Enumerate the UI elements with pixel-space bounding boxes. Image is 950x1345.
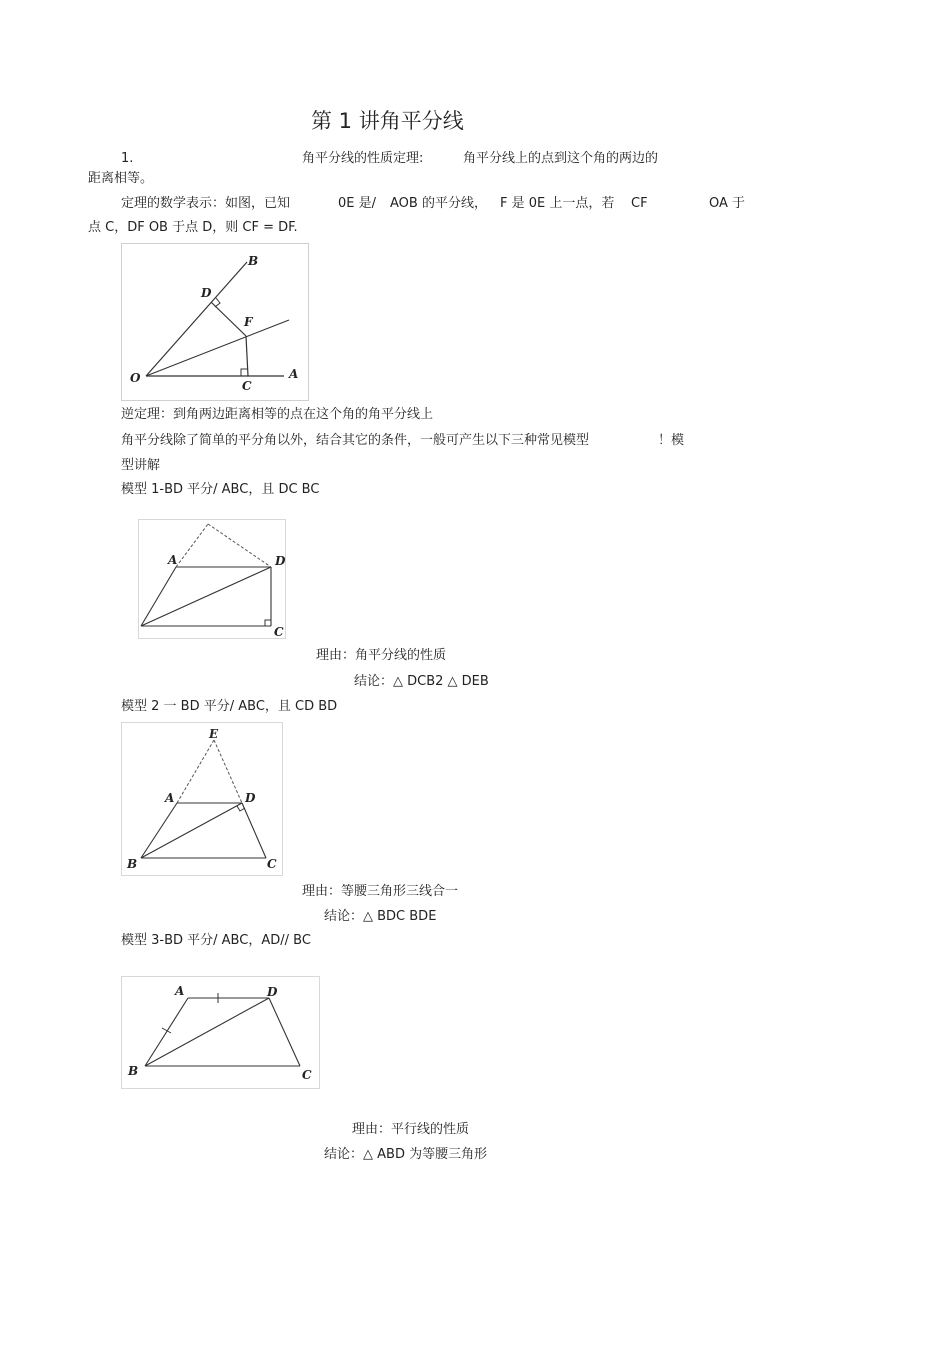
point-label-b: B	[128, 1064, 139, 1078]
math-expression-line2: 点 C，DF OB 于点 D，则 CF = DF.	[88, 220, 298, 235]
model2-heading: 模型 2 一 BD 平分/ ABC，且 CD BD	[121, 699, 338, 714]
point-label-a: A	[165, 791, 175, 805]
theorem-name: 角平分线的性质定理:	[302, 151, 424, 166]
item-number: 1.	[121, 151, 134, 166]
point-label-d: D	[245, 791, 256, 805]
figure-model2	[121, 722, 283, 876]
model3-reason: 理由：平行线的性质	[352, 1122, 470, 1137]
theorem-text-continued: 距离相等。	[88, 171, 154, 186]
page-title: 第 1 讲角平分线	[311, 109, 464, 133]
figure-angle-bisector	[121, 243, 309, 401]
math-expression-part: AOB 的平分线，	[390, 196, 487, 211]
math-expression-part: OA 于	[709, 196, 746, 211]
point-label-c: C	[242, 379, 252, 393]
point-label-c: C	[302, 1068, 312, 1082]
point-label-b: B	[248, 254, 259, 268]
point-label-d: D	[201, 286, 212, 300]
models-intro-tail: ！模	[658, 433, 685, 448]
model3-conclusion: 结论：△ ABD 为等腰三角形	[324, 1147, 488, 1162]
models-intro: 角平分线除了简单的平分角以外，结合其它的条件，一般可产生以下三种常见模型	[121, 433, 590, 448]
model3-heading: 模型 3-BD 平分/ ABC，AD// BC	[121, 933, 311, 948]
figure-model1	[138, 519, 286, 639]
point-label-o: O	[130, 371, 141, 385]
point-label-d: D	[275, 554, 286, 568]
model2-conclusion: 结论：△ BDC BDE	[324, 909, 437, 924]
models-intro-continued: 型讲解	[121, 458, 161, 473]
point-label-f: F	[244, 315, 253, 329]
point-label-b: B	[127, 857, 138, 871]
point-label-c: C	[274, 625, 284, 639]
math-expression-part: CF	[631, 196, 648, 211]
converse-theorem: 逆定理：到角两边距离相等的点在这个角的角平分线上	[121, 407, 434, 422]
model1-conclusion: 结论：△ DCB2 △ DEB	[354, 674, 489, 689]
point-label-a: A	[168, 553, 178, 567]
math-expression-intro: 定理的数学表示：如图，已知	[121, 196, 291, 211]
model1-heading: 模型 1-BD 平分/ ABC，且 DC BC	[121, 482, 320, 497]
point-label-e: E	[209, 727, 219, 741]
math-expression-part: 0E 是/	[338, 196, 376, 211]
model2-reason: 理由：等腰三角形三线合一	[302, 884, 459, 899]
point-label-d: D	[267, 985, 278, 999]
point-label-a: A	[289, 367, 299, 381]
point-label-a: A	[175, 984, 185, 998]
figure-model3	[121, 976, 320, 1089]
model1-reason: 理由：角平分线的性质	[316, 648, 447, 663]
theorem-text: 角平分线上的点到这个角的两边的	[463, 151, 659, 166]
math-expression-part: F 是 0E 上一点，若	[500, 196, 615, 211]
point-label-c: C	[267, 857, 277, 871]
